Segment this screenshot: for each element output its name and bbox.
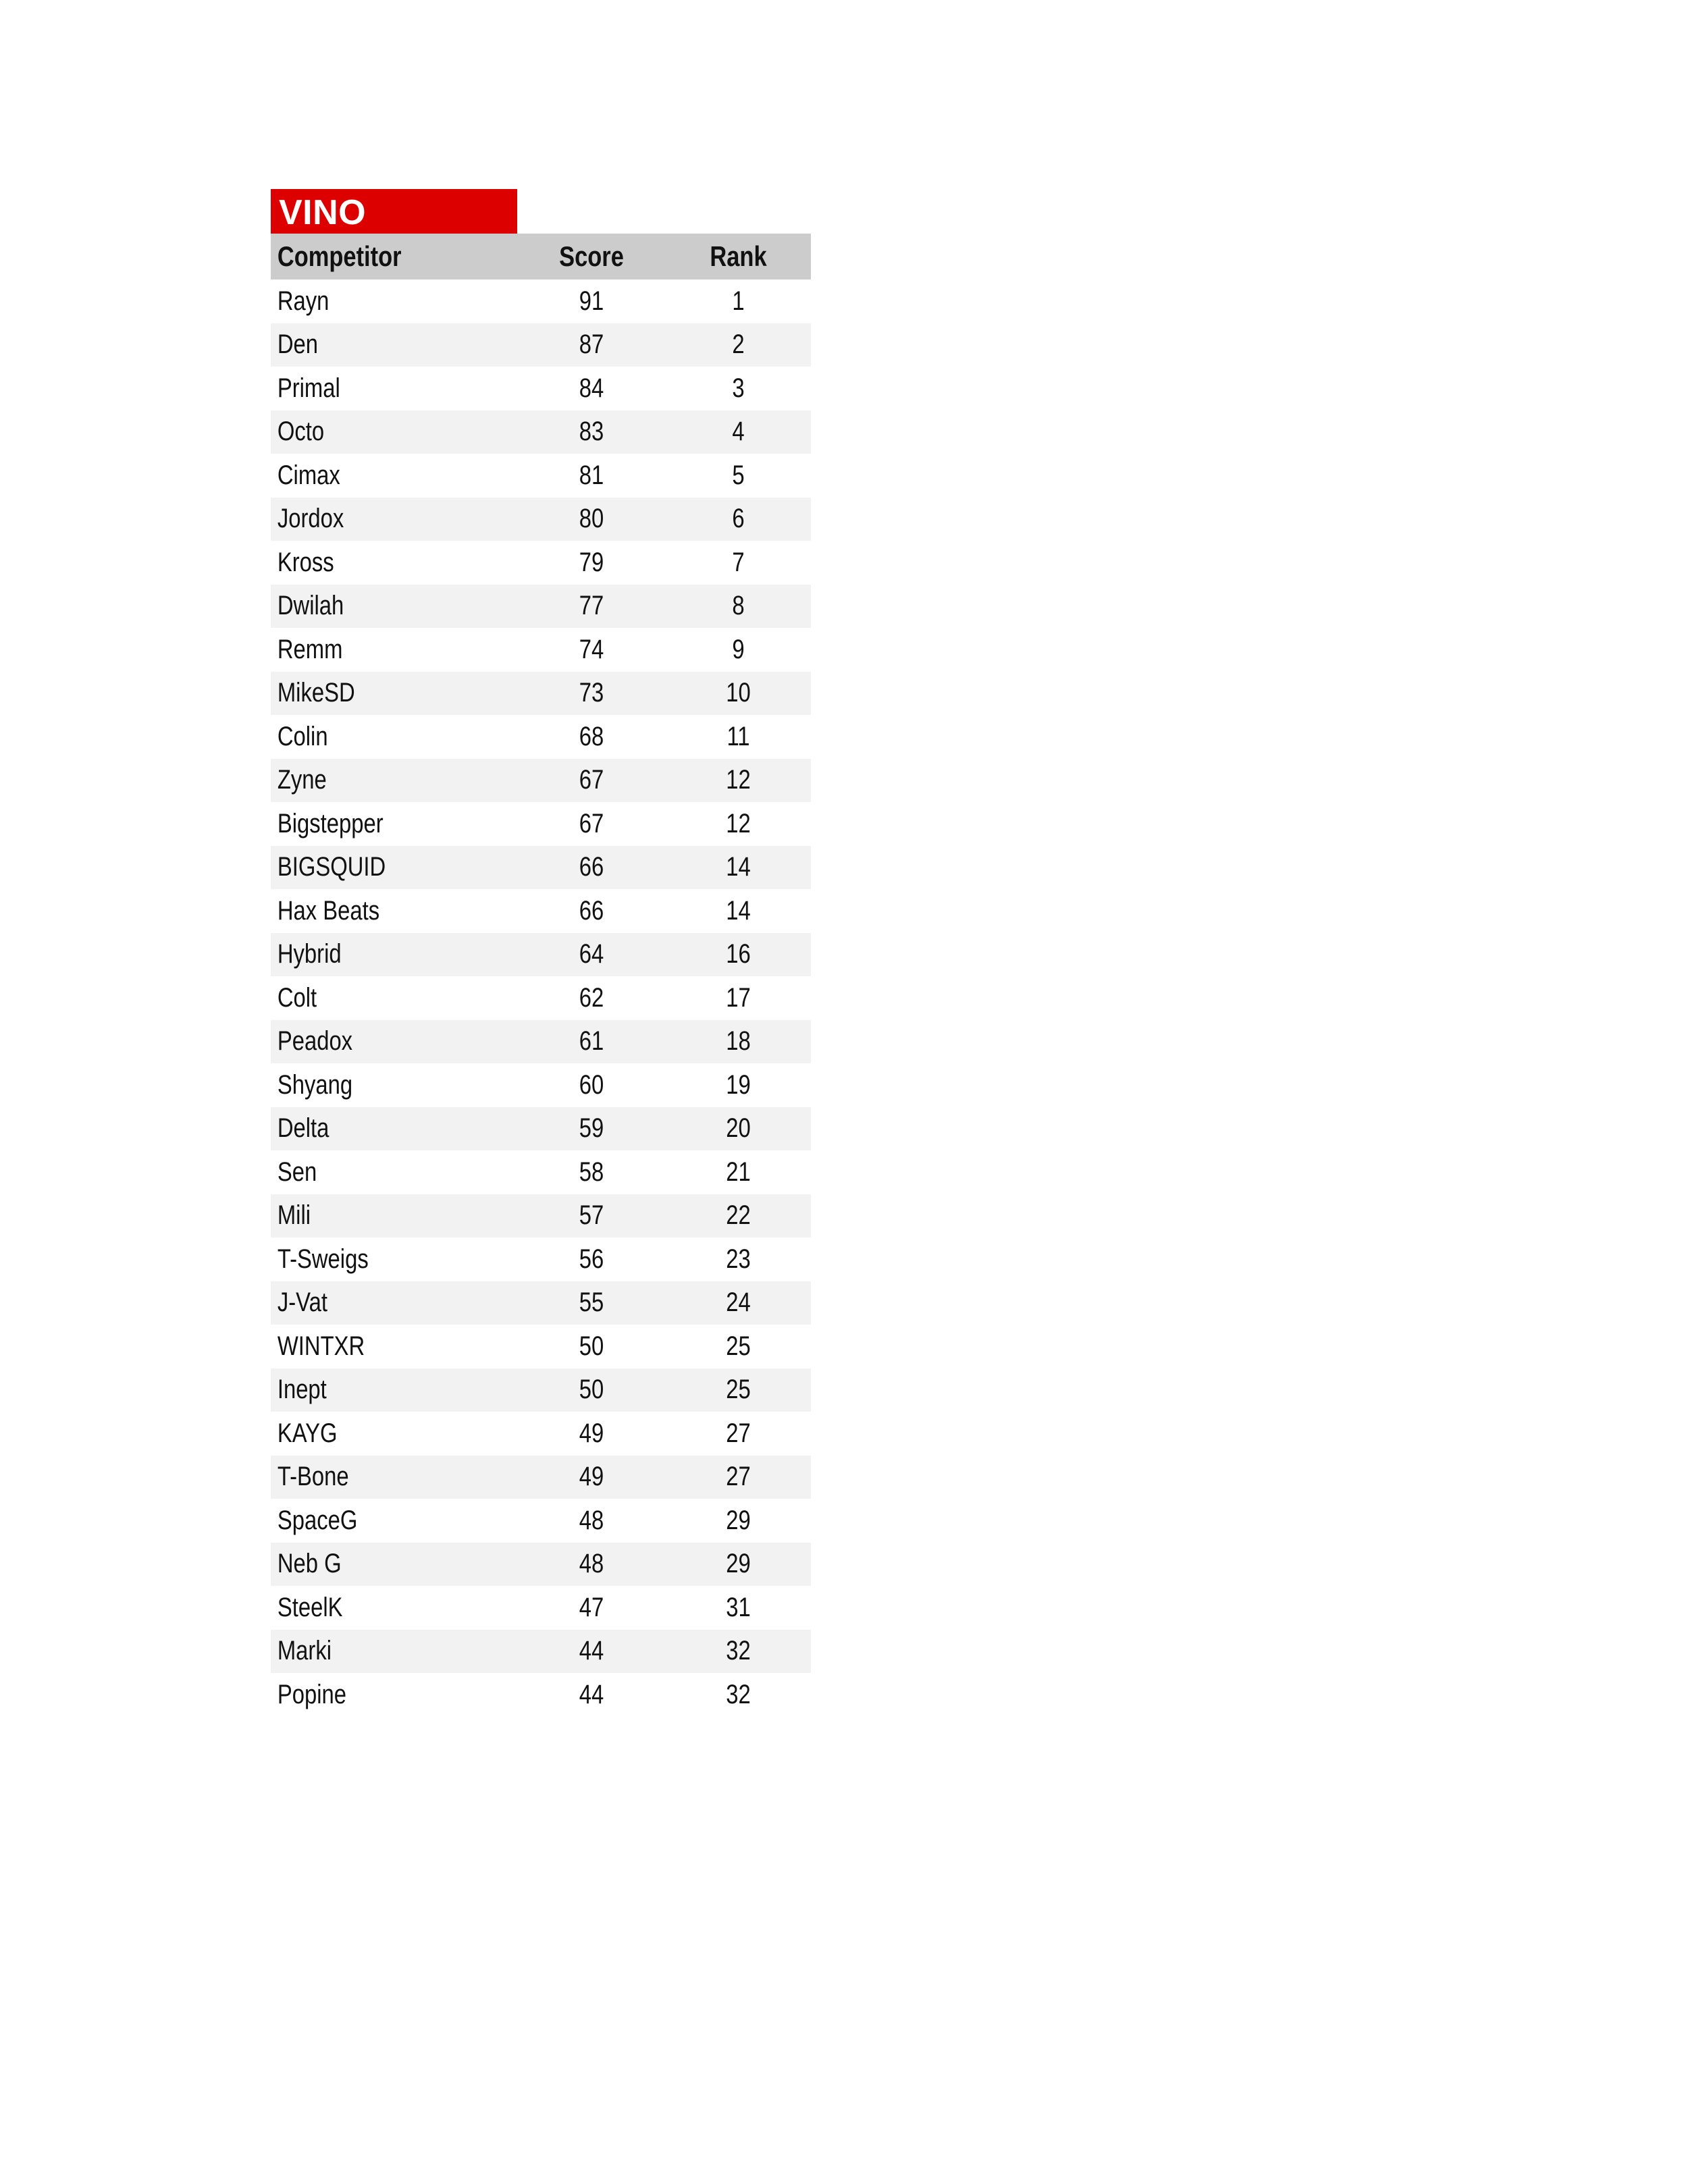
competitor-rank: 27 xyxy=(726,1462,751,1492)
competitor-score: 77 xyxy=(579,591,604,621)
competitor-rank: 25 xyxy=(726,1375,751,1405)
competitor-score: 58 xyxy=(579,1156,604,1187)
table-row xyxy=(271,1586,811,1630)
competitor-score: 67 xyxy=(579,808,604,838)
competitor-name: Hybrid xyxy=(277,939,342,969)
competitor-rank: 1 xyxy=(732,286,745,316)
table-row xyxy=(271,454,811,498)
competitor-rank: 22 xyxy=(726,1200,751,1231)
competitor-rank: 32 xyxy=(726,1679,751,1709)
competitor-rank: 2 xyxy=(732,329,745,360)
table-row xyxy=(271,1020,811,1064)
competitor-score: 57 xyxy=(579,1200,604,1231)
competitor-score: 50 xyxy=(579,1375,604,1405)
competitor-score: 44 xyxy=(579,1636,604,1666)
competitor-rank: 25 xyxy=(726,1331,751,1361)
table-row xyxy=(271,1543,811,1587)
table-header-row xyxy=(271,234,811,279)
competitor-score: 91 xyxy=(579,286,604,316)
competitor-name: T-Sweigs xyxy=(277,1244,369,1274)
competitor-score: 73 xyxy=(579,678,604,708)
competitor-name: Zyne xyxy=(277,765,327,795)
competitor-score: 48 xyxy=(579,1505,604,1535)
competitor-rank: 18 xyxy=(726,1026,751,1057)
competitor-name: T-Bone xyxy=(277,1462,349,1492)
header-score: Score xyxy=(559,240,624,272)
competitor-name: Primal xyxy=(277,373,340,403)
competitor-rank: 20 xyxy=(726,1113,751,1144)
competitor-name: Jordox xyxy=(277,504,344,534)
competitor-score: 56 xyxy=(579,1244,604,1274)
competitor-score: 62 xyxy=(579,982,604,1013)
competitor-rank: 9 xyxy=(732,634,745,664)
competitor-score: 49 xyxy=(579,1418,604,1448)
competitor-score: 44 xyxy=(579,1679,604,1709)
competitor-name: Colin xyxy=(277,721,328,751)
table-row xyxy=(271,889,811,933)
competitor-rank: 14 xyxy=(726,852,751,882)
competitor-name: SteelK xyxy=(277,1592,343,1622)
table-row xyxy=(271,1630,811,1674)
competitor-rank: 14 xyxy=(726,895,751,926)
table-row xyxy=(271,410,811,454)
table-row xyxy=(271,279,811,323)
competitor-name: Den xyxy=(277,329,319,360)
table-row xyxy=(271,1456,811,1499)
competitor-name: KAYG xyxy=(277,1418,338,1448)
table-row xyxy=(271,367,811,410)
competitor-name: Cimax xyxy=(277,460,340,490)
table-body xyxy=(271,279,811,1717)
competitor-name: Peadox xyxy=(277,1026,353,1057)
competitor-rank: 4 xyxy=(732,417,745,447)
competitor-name: Colt xyxy=(277,982,317,1013)
table-row xyxy=(271,1063,811,1107)
competitor-name: Delta xyxy=(277,1113,329,1144)
competitor-rank: 12 xyxy=(726,808,751,838)
competitor-score: 55 xyxy=(579,1287,604,1318)
table-row xyxy=(271,1194,811,1238)
table-row xyxy=(271,1368,811,1412)
table-row xyxy=(271,628,811,672)
competitor-name: Dwilah xyxy=(277,591,344,621)
table-row xyxy=(271,1281,811,1325)
competitor-rank: 8 xyxy=(732,591,745,621)
leaderboard-table xyxy=(271,234,811,1717)
competitor-name: Rayn xyxy=(277,286,329,316)
competitor-score: 59 xyxy=(579,1113,604,1144)
competitor-rank: 29 xyxy=(726,1505,751,1535)
competitor-rank: 16 xyxy=(726,939,751,969)
leaderboard-sheet xyxy=(271,189,811,1717)
competitor-name: BIGSQUID xyxy=(277,852,386,882)
competitor-name: Remm xyxy=(277,634,343,664)
table-row xyxy=(271,846,811,890)
competitor-name: MikeSD xyxy=(277,678,355,708)
header-competitor: Competitor xyxy=(277,240,402,272)
table-row xyxy=(271,498,811,541)
competitor-score: 67 xyxy=(579,765,604,795)
competitor-rank: 12 xyxy=(726,765,751,795)
header-rank: Rank xyxy=(710,240,767,272)
competitor-score: 66 xyxy=(579,852,604,882)
competitor-rank: 3 xyxy=(732,373,745,403)
competitor-name: WINTXR xyxy=(277,1331,365,1361)
competitor-name: Neb G xyxy=(277,1549,342,1579)
competitor-score: 80 xyxy=(579,504,604,534)
competitor-name: Marki xyxy=(277,1636,332,1666)
table-row xyxy=(271,1107,811,1151)
competitor-name: Popine xyxy=(277,1679,346,1709)
competitor-rank: 29 xyxy=(726,1549,751,1579)
table-row xyxy=(271,1150,811,1194)
competitor-score: 74 xyxy=(579,634,604,664)
table-row xyxy=(271,541,811,585)
competitor-name: J-Vat xyxy=(277,1287,327,1318)
table-row xyxy=(271,1237,811,1281)
table-row xyxy=(271,715,811,759)
table-row xyxy=(271,1412,811,1456)
table-row xyxy=(271,759,811,803)
competitor-rank: 7 xyxy=(732,547,745,577)
table-row xyxy=(271,802,811,846)
competitor-rank: 32 xyxy=(726,1636,751,1666)
competitor-score: 87 xyxy=(579,329,604,360)
competitor-rank: 6 xyxy=(732,504,745,534)
table-row xyxy=(271,1499,811,1543)
table-row xyxy=(271,976,811,1020)
table-row xyxy=(271,672,811,716)
competitor-rank: 31 xyxy=(726,1592,751,1622)
competitor-rank: 23 xyxy=(726,1244,751,1274)
competitor-name: Sen xyxy=(277,1156,317,1187)
competitor-score: 64 xyxy=(579,939,604,969)
competitor-score: 61 xyxy=(579,1026,604,1057)
competitor-rank: 10 xyxy=(726,678,751,708)
competitor-name: Mili xyxy=(277,1200,311,1231)
competitor-rank: 19 xyxy=(726,1069,751,1100)
competitor-score: 83 xyxy=(579,417,604,447)
competitor-rank: 24 xyxy=(726,1287,751,1318)
table-row xyxy=(271,323,811,367)
competitor-name: Inept xyxy=(277,1375,327,1405)
competitor-score: 48 xyxy=(579,1549,604,1579)
table-row xyxy=(271,1673,811,1717)
competitor-name: Octo xyxy=(277,417,325,447)
competitor-score: 79 xyxy=(579,547,604,577)
competitor-name: SpaceG xyxy=(277,1505,358,1535)
competitor-rank: 17 xyxy=(726,982,751,1013)
competitor-name: Bigstepper xyxy=(277,808,384,838)
competitor-score: 84 xyxy=(579,373,604,403)
competitor-rank: 11 xyxy=(727,721,750,751)
competitor-name: Kross xyxy=(277,547,334,577)
table-row xyxy=(271,1325,811,1368)
competitor-score: 60 xyxy=(579,1069,604,1100)
table-row xyxy=(271,933,811,977)
competitor-score: 66 xyxy=(579,895,604,926)
table-row xyxy=(271,585,811,629)
competitor-rank: 27 xyxy=(726,1418,751,1448)
competitor-name: Shyang xyxy=(277,1069,353,1100)
competitor-score: 49 xyxy=(579,1462,604,1492)
competitor-score: 47 xyxy=(579,1592,604,1622)
competitor-rank: 5 xyxy=(732,460,745,490)
competitor-score: 68 xyxy=(579,721,604,751)
competitor-score: 81 xyxy=(579,460,604,490)
competitor-rank: 21 xyxy=(726,1156,751,1187)
sheet-title: VINO xyxy=(271,189,517,234)
competitor-name: Hax Beats xyxy=(277,895,380,926)
competitor-score: 50 xyxy=(579,1331,604,1361)
